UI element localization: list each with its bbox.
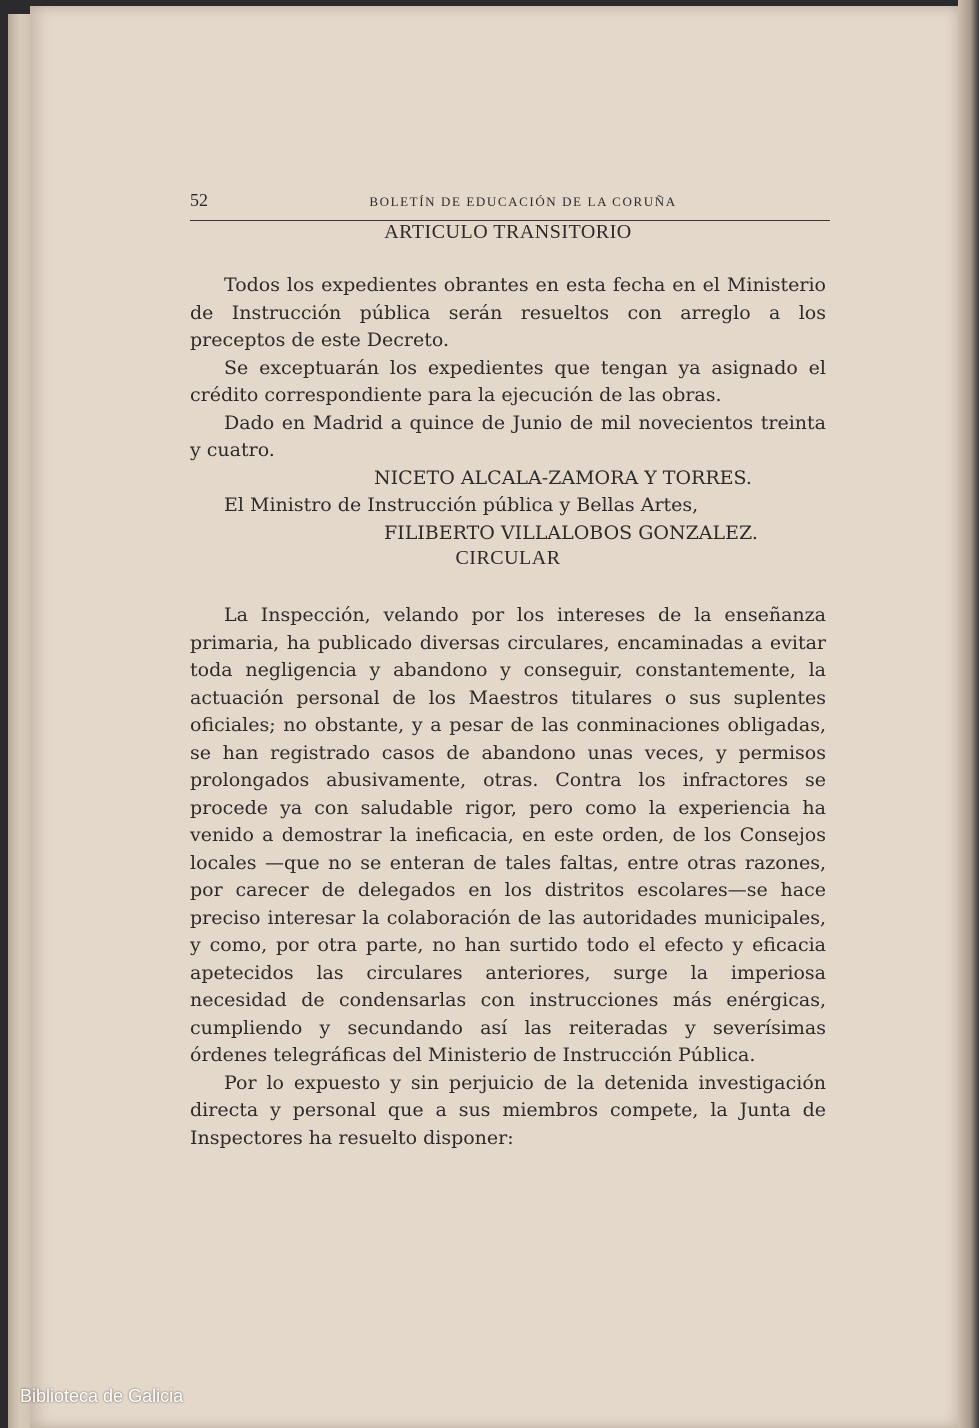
page-content: [190, 190, 826, 1152]
signature-minister: FILIBERTO VILLALOBOS GONZALEZ.: [384, 521, 758, 544]
library-watermark: Biblioteca de Galicia: [20, 1386, 184, 1406]
paragraph: Por lo expuesto y sin perjuicio de la detenida investigación directa y personal que a sus miembros compete, la Junta de Inspectores ha resuelto disponer:: [190, 1071, 826, 1149]
circular-body: [190, 602, 826, 1152]
paragraph: Se exceptuarán los expedientes que tengan ya asignado el crédito correspondiente para la ejecución de las obras.: [190, 356, 826, 406]
section-title-circular: CIRCULAR: [455, 547, 561, 569]
paragraph: Dado en Madrid a quince de Junio de mil novecientos treinta y cuatro.: [190, 411, 826, 461]
transitorio-body: [190, 272, 826, 547]
paragraph: Todos los expedientes obrantes en esta fecha en el Ministerio de Instrucción pública serán resueltos con arreglo a los preceptos de este Decreto.: [190, 274, 826, 351]
section-title-transitorio: ARTICULO TRANSITORIO: [384, 221, 632, 243]
book-page-edge-right: [958, 0, 979, 1428]
journal-title: BOLETÍN DE EDUCACIÓN DE LA CORUÑA: [369, 194, 677, 209]
page-number: 52: [190, 190, 208, 210]
running-header: [190, 190, 826, 216]
paragraph: La Inspección, velando por los intereses de la enseñanza primaria, ha publicado diversas circulares, encaminadas a evitar toda negligencia y abandono y conseguir, constantemente, la actuación personal de los Maestros titulares o sus suplentes oficiales; no obstante, y a pesar de las conminaciones obligadas, se han registrado casos de abandono unas veces, y permisos prolongados abusivamente, otras. Contra los infractores se procede ya con saludable rigor, pero como la experiencia ha venido a demostrar la ineficacia, en este orden, de los Consejos locales —que no se enteran de tales faltas, entre otras razones, por carecer de delegados en los distritos escolares—se hace preciso interesar la colaboración de las autoridades municipales, y como, por otra parte, no han surtido todo el efecto y eficacia apetecidos las circulares anteriores, surge la imperiosa necesidad de condensarlas con instrucciones más enérgicas, cumpliendo y secundando así las reiteradas y severísimas órdenes telegráficas del Ministerio de Instrucción Pública.: [190, 604, 826, 1066]
minister-title: El Ministro de Instrucción pública y Bellas Artes,: [224, 494, 699, 516]
signature-president: NICETO ALCALA-ZAMORA Y TORRES.: [374, 466, 752, 489]
